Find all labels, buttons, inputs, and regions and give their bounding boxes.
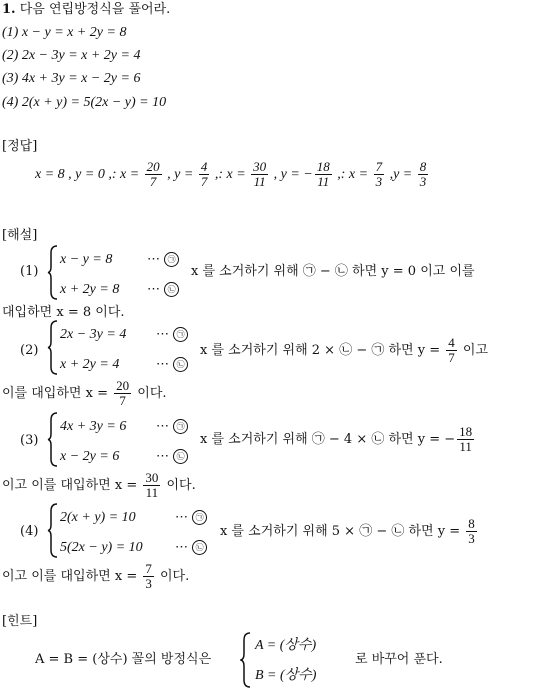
system-eq-1b: x + 2y = 8 xyxy=(60,282,120,297)
answer-text: ,y = xyxy=(386,167,416,182)
circle-nieun-icon: ㉡ xyxy=(173,357,188,372)
solution-label-1: (1) xyxy=(20,264,39,279)
fraction: $\frac{18}{11}$ xyxy=(316,159,330,190)
eq-mark-b: ⋯ ㉡ xyxy=(175,540,207,556)
solution-heading: [해설] xyxy=(2,228,38,243)
system-eq-4a: 2(x + y) = 10 xyxy=(60,510,136,525)
system-eq-1a: x − y = 8 xyxy=(60,252,113,267)
hint-heading: [힌트] xyxy=(2,614,38,629)
eq-mark-b: ⋯ ㉡ xyxy=(156,449,188,465)
solution-label-4: (4) xyxy=(20,524,39,539)
circle-giyeok-icon: ㉠ xyxy=(173,327,188,342)
circle-nieun-icon: ㉡ xyxy=(164,282,179,297)
hint-eq-a: A = (상수) xyxy=(255,638,317,653)
fraction: $\frac{20}{7}$ xyxy=(146,159,160,190)
solution-cont-2: 이를 대입하면 x = $\frac{20}{7}$ 이다. xyxy=(2,378,167,408)
problem-prompt: 다음 연립방정식을 풀어라. xyxy=(19,2,171,17)
solution-label-2: (2) xyxy=(20,343,39,358)
fraction: $\frac{4}{7}$ xyxy=(448,335,455,365)
answer-text: , y = − xyxy=(270,167,313,182)
eq-mark-b: ⋯ ㉡ xyxy=(147,282,179,298)
system-eq-3b: x − 2y = 6 xyxy=(60,449,120,464)
system-eq-3a: 4x + 3y = 6 xyxy=(60,419,127,434)
eq-mark-a: ⋯ ㉠ xyxy=(156,327,188,343)
fraction: $\frac{8}{3}$ xyxy=(419,159,427,190)
problem-item-4: (4) 2(x + y) = 5(2x − y) = 10 xyxy=(2,95,167,110)
circle-giyeok-icon: ㉠ xyxy=(192,510,207,525)
problem-number: 1. xyxy=(2,2,16,17)
circle-giyeok-icon: ㉠ xyxy=(173,419,188,434)
answer-line xyxy=(35,157,430,193)
system-eq-2a: 2x − 3y = 4 xyxy=(60,327,127,342)
solution-text-2: x 를 소거하기 위해 2 × ㉡ − ㉠ 하면 y = $\frac{4}{7}$ 이고 xyxy=(200,335,489,365)
problem-item-1: (1) x − y = x + 2y = 8 xyxy=(2,25,127,40)
circle-nieun-icon: ㉡ xyxy=(173,449,188,464)
eq-mark-b: ⋯ ㉡ xyxy=(156,357,188,373)
fraction: $\frac{7}{3}$ xyxy=(145,561,152,591)
fraction: $\frac{8}{3}$ xyxy=(468,516,475,546)
answer-text: x = 8 , y = 0 ,: x = xyxy=(35,167,143,182)
left-brace-icon xyxy=(47,320,59,375)
fraction: $\frac{30}{11}$ xyxy=(253,159,267,190)
system-eq-2b: x + 2y = 4 xyxy=(60,357,120,372)
left-brace-icon xyxy=(240,632,252,688)
left-brace-icon xyxy=(47,412,59,467)
left-brace-icon xyxy=(47,503,59,558)
eq-mark-a: ⋯ ㉠ xyxy=(156,419,188,435)
circle-nieun-icon: ㉡ xyxy=(192,540,207,555)
eq-mark-a: ⋯ ㉠ xyxy=(147,252,179,268)
fraction: $\frac{30}{11}$ xyxy=(145,470,159,500)
system-eq-4b: 5(2x − y) = 10 xyxy=(60,540,143,555)
eq-mark-a: ⋯ ㉠ xyxy=(175,510,207,526)
solution-cont-4: 이고 이를 대입하면 x = $\frac{7}{3}$ 이다. xyxy=(2,561,190,591)
circle-giyeok-icon: ㉠ xyxy=(164,252,179,267)
solution-cont-1: 대입하면 x = 8 이다. xyxy=(2,305,125,320)
problem-header xyxy=(2,2,170,18)
fraction: $\frac{20}{7}$ xyxy=(116,378,130,408)
fraction: $\frac{7}{3}$ xyxy=(375,159,383,190)
solution-text-1: x 를 소거하기 위해 ㉠ − ㉡ 하면 y = 0 이고 이를 xyxy=(191,264,475,279)
hint-tail: 로 바꾸어 푼다. xyxy=(355,652,443,667)
solution-cont-3: 이고 이를 대입하면 x = $\frac{30}{11}$ 이다. xyxy=(2,470,196,500)
solution-text-4: x 를 소거하기 위해 5 × ㉠ − ㉡ 하면 y = $\frac{8}{3}$ xyxy=(220,516,475,546)
problem-item-2: (2) 2x − 3y = x + 2y = 4 xyxy=(2,48,141,63)
solution-label-3: (3) xyxy=(20,433,39,448)
fraction: $\frac{4}{7}$ xyxy=(200,159,208,190)
solution-text-3: x 를 소거하기 위해 ㉠ − 4 × ㉡ 하면 y = − $\frac{18}{11}$ xyxy=(200,424,473,454)
problem-item-3: (3) 4x + 3y = x − 2y = 6 xyxy=(2,71,141,86)
fraction: $\frac{18}{11}$ xyxy=(459,424,473,454)
left-brace-icon xyxy=(47,245,59,300)
hint-eq-b: B = (상수) xyxy=(255,668,317,683)
answer-heading: [정답] xyxy=(2,139,38,154)
hint-lead: A = B = (상수) 꼴의 방정식은 xyxy=(35,652,212,667)
answer-text: , y = xyxy=(163,167,197,182)
answer-text: ,: x = xyxy=(211,167,250,182)
answer-text: ,: x = xyxy=(333,167,372,182)
